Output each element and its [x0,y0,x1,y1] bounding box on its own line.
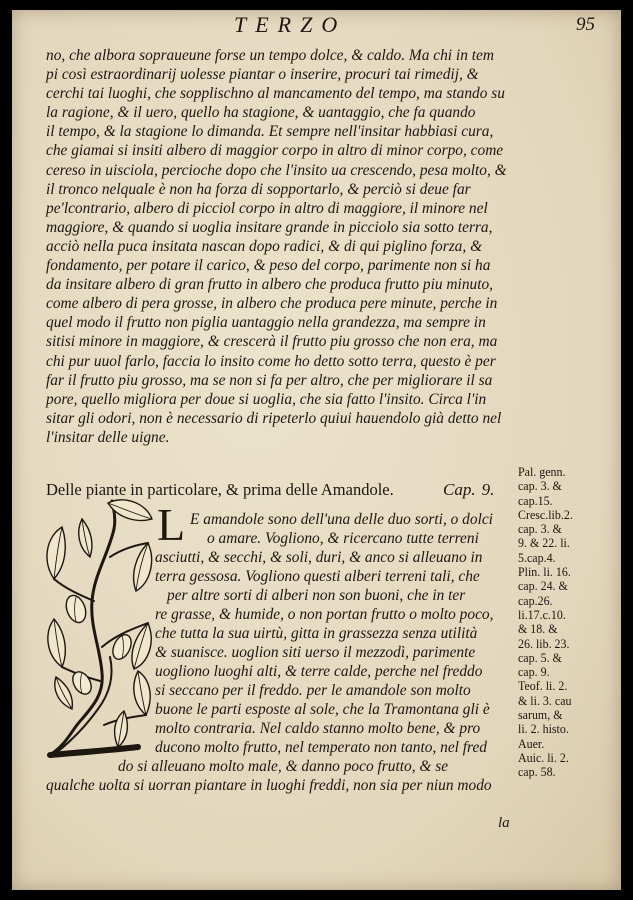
margin-note: cap. 24. & [518,579,568,594]
text-line: qualche uolta si uorran piantare in luoghi freddi, non sia per niun modo [46,777,492,794]
text-line: chi pur uuol farlo, faccia lo insito come ho detto sotto terra, questo è per [46,352,496,370]
margin-note: li.17.c.10. [518,607,566,622]
text-line: fondamento, per potare il carico, & peso del corpo, parimente non si ha [46,257,491,275]
text-line: pe'lcontrario, albero di picciol corpo in altro di maggiore, il minore nel [46,199,488,217]
margin-note: Plin. li. 16. [518,565,571,580]
margin-note: cap.26. [518,593,553,608]
margin-note: 5.cap.4. [518,550,556,565]
text-line: quel modo il frutto non piglia uantaggio nella grandezza, ma sempre in [46,314,486,332]
text-line: far il frutto piu grosso, ma se non si fa per altro, che per migliorare il sa [46,371,493,389]
margin-note: cap. 3. & [518,479,562,494]
text-line: E amandole sono dell'una delle duo sorti, o dolci [190,511,493,528]
text-line: cereso in uisciola, percioche dopo che l'insito ua crescendo, pesa molto, & [46,161,507,179]
text-line: no, che albora sopraueune forse un tempo dolce, & caldo. Ma chi in tem [46,47,494,64]
text-line: come albero di pera grosse, in albero che produca pere minute, perche in [46,295,498,313]
margin-note: & 18. & [518,622,558,637]
text-line: cerchi tai luoghi, che sopplischno al mancamento del tempo, ma stando su [46,85,505,103]
text-line: l'insitar delle uigne. [46,428,170,446]
chapter-label [437,480,494,500]
text-line: asciutti, & secchi, & soli, duri, & anco si alleuano in [155,549,483,566]
margin-note: li. 2. histo. [518,722,569,737]
text-line: da insitare albero di gran frutto in albero che produca frutto piu minuto, [46,276,494,294]
text-line: buone le parti esposte al sole, che la Tramontana gli è [155,701,490,718]
margin-note: sarum, & [518,708,563,723]
text-line: sitar gli odori, non è necessario di ripeterlo quiui hauendolo già detto nel [46,409,502,427]
text-line: si seccano per il freddo. per le amandole son molto [155,682,471,699]
text-line: o amare. Vogliono, & ricercano tutte terreni [207,530,479,547]
text-line: terra gessosa. Vogliono questi alberi terreni tali, che [155,568,480,585]
running-head: TERZO [234,12,347,37]
text-line: il tronco nelquale è non ha forza di sopportarlo, & perciò si deue far [46,180,471,198]
text-line: pi così estraordinarij uolesse piantar o inserire, procuri tai rimedij, & [46,66,479,84]
text-line: per altre sorti di alberi non son buoni, che in ter [167,587,466,604]
book-page [12,10,621,890]
margin-note: cap. 58. [518,765,556,780]
margin-note: Cresc.lib.2. [518,507,573,522]
margin-notes [518,465,618,780]
margin-note: Pal. genn. [518,465,566,479]
text-line: sitisi minore in maggiore, & crescerà il frutto piu grosso che non era, ma [46,333,498,351]
text-line: pore, quello migliora per doue si uoglia, che sia fatto l'insito. Circa l'in [46,390,487,408]
chapter-number: 9. [481,480,495,499]
almond-branch-woodcut [42,497,158,772]
text-line: acciò nella puca insitata nascan dopo radici, & di qui piglino forza, & [46,237,483,255]
margin-note: 26. lib. 23. [518,636,570,651]
margin-note: Auic. li. 2. [518,750,569,765]
text-line: la ragione, & il uero, quello ha stagione, & uantaggio, che fa quando [46,104,476,122]
margin-note: cap. 9. [518,665,550,680]
text-line: re grasse, & humide, o non portan frutto o molto poco, [155,606,494,623]
catchword: la [498,815,510,831]
text-line: molto contraria. Nel caldo stanno molto bene, & pro [155,720,481,737]
text-line: che giamai si insiti albero di maggior corpo in altro di minor corpo, come [46,142,504,160]
text-line: & suanisce. uoglion siti uerso il mezzodì, parimente [155,644,476,661]
chapter-word: Cap. [443,480,476,499]
page-number: 95 [576,14,595,35]
text-line: che tutta la sua uirtù, gitta in grassezza senza utilità [155,625,478,642]
text-line: maggiore, & quando si uoglia insitare grande in picciolo sia sotto terra, [46,218,493,236]
margin-note: 9. & 22. li. [518,536,570,551]
margin-note: cap.15. [518,493,553,508]
drop-cap: L [157,499,186,550]
text-line: il tempo, & la stagione lo dimanda. Et sempre nell'insitar habbiasi cura, [46,123,494,141]
margin-note: Teof. li. 2. [518,679,568,694]
text-line: do si alleuano molto male, & danno poco frutto, & se [118,758,449,775]
margin-note: Auer. [518,736,545,751]
margin-note: cap. 5. & [518,650,562,665]
chapter-heading: Delle piante in particolare, & prima delle Amandole. [46,480,394,499]
text-line: uogliono luoghi alti, & terre calde, perche nel freddo [155,663,483,680]
text-line: ducono molto frutto, nel temperato non tanto, nel fred [155,739,488,756]
margin-note: cap. 3. & [518,522,562,537]
margin-note: & li. 3. cau [518,693,572,708]
body-text [46,46,546,447]
